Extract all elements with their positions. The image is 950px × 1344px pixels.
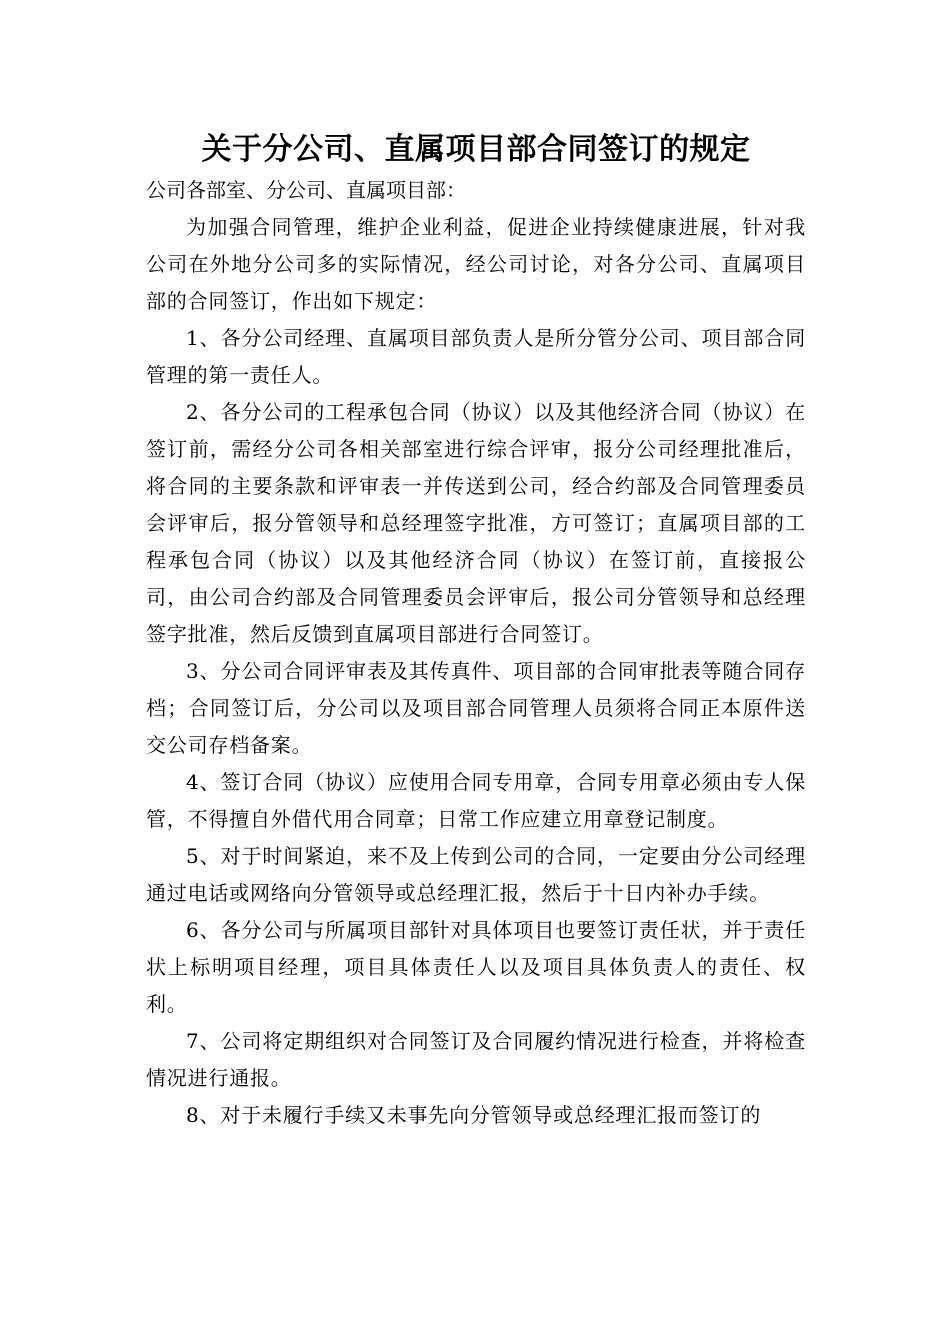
document-page [146,128,806,1134]
clause-8-paragraph: 8、对于未履行手续又未事先向分管领导或总经理汇报而签订的 [186,1103,762,1127]
clause-4-paragraph: 4、签订合同（协议）应使用合同专用章，合同专用章必须由专人保管，不得擅自外借代用合同章；日常工作应建立用章登记制度。 [146,770,806,831]
clause-6-paragraph: 6、各分公司与所属项目部针对具体项目也要签订责任状，并于责任状上标明项目经理，项目具体责任人以及项目具体负责人的责任、权利。 [146,918,806,1016]
clause-1-paragraph: 1、各分公司经理、直属项目部负责人是所分管分公司、项目部合同管理的第一责任人。 [146,326,806,387]
clause-3-paragraph: 3、分公司合同评审表及其传真件、项目部的合同审批表等随合同存档；合同签订后，分公司以及项目部合同管理人员须将合同正本原件送交公司存档备案。 [146,659,806,757]
clause-2-paragraph: 2、各分公司的工程承包合同（协议）以及其他经济合同（协议）在签订前，需经分公司各相关部室进行综合评审，报分公司经理批准后，将合同的主要条款和评审表一并传送到公司，经合约部及合同管理委员会评审后，报分管领导和总经理签字批准，方可签订；直属项目部的工程承包合同（协议）以及其他经济合同（协议）在签订前，直接报公司，由公司合约部及合同管理委员会评审后，报公司分管领导和总经理签字批准，然后反馈到直属项目部进行合同签订。 [146,400,806,646]
document-salutation: 公司各部室、分公司、直属项目部： [146,178,466,202]
clause-7-paragraph: 7、公司将定期组织对合同签订及合同履约情况进行检查，并将检查情况进行通报。 [146,1029,806,1090]
document-title: 关于分公司、直属项目部合同签订的规定 [201,132,751,167]
intro-paragraph: 为加强合同管理，维护企业利益，促进企业持续健康进展，针对我公司在外地分公司多的实际情况，经公司讨论，对各分公司、直属项目部的合同签订，作出如下规定： [146,215,806,313]
clause-5-paragraph: 5、对于时间紧迫，来不及上传到公司的合同，一定要由分公司经理通过电话或网络向分管领导或总经理汇报，然后于十日内补办手续。 [146,844,806,905]
